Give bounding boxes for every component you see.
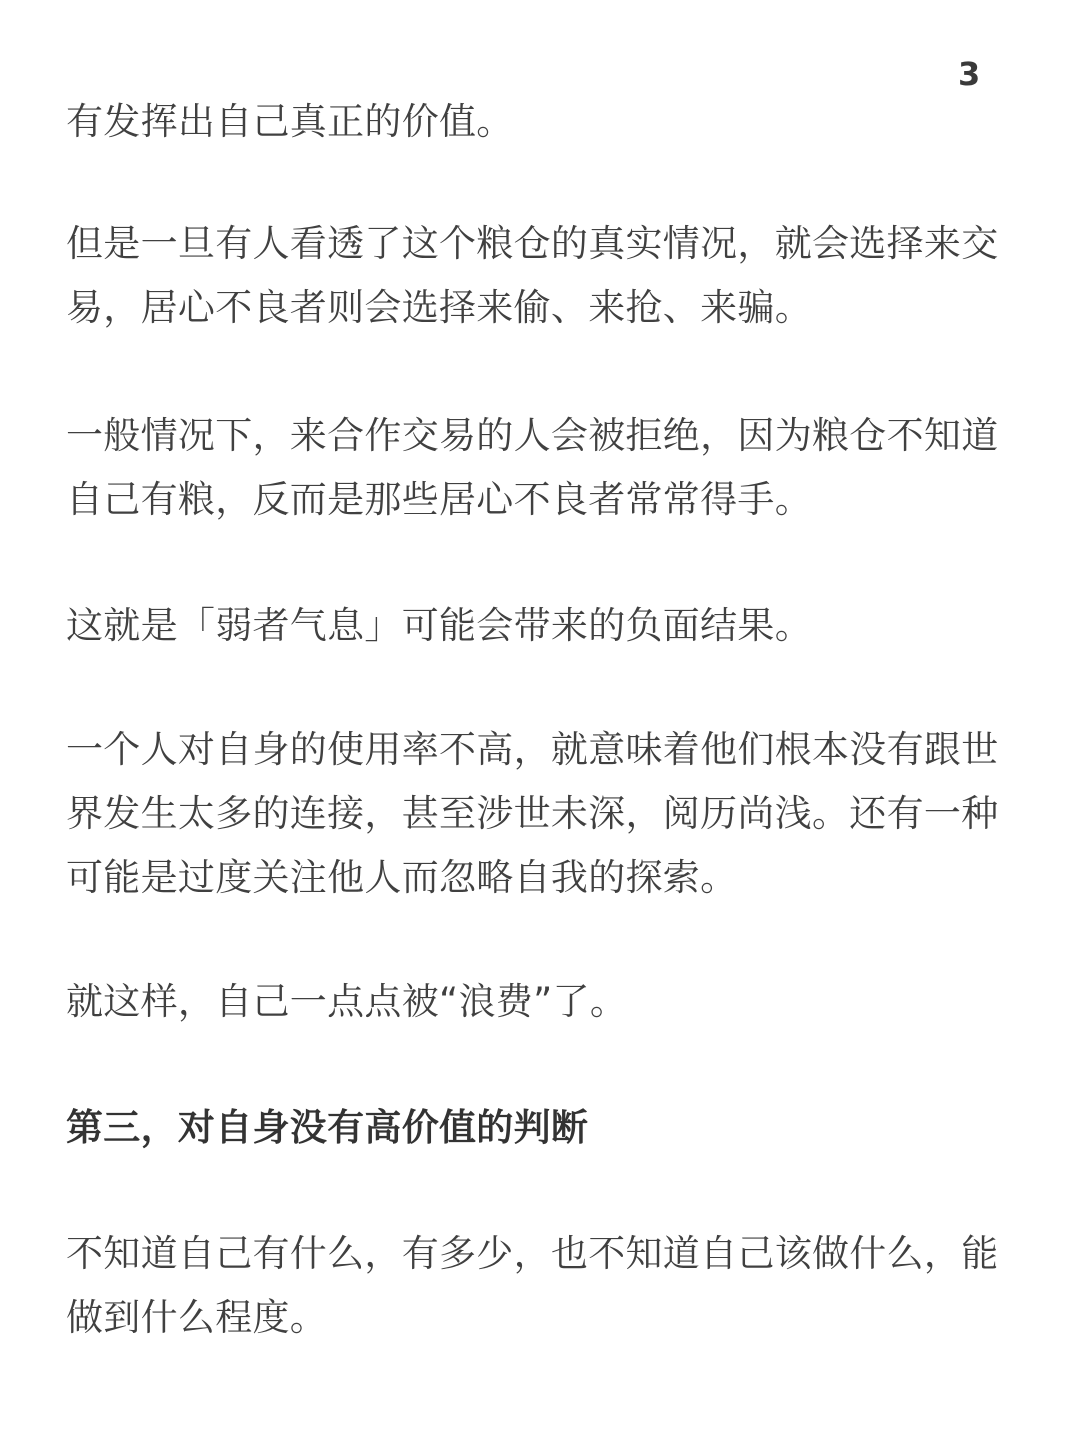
paragraph-6 <box>66 970 1026 1034</box>
paragraph-line: 一般情况下，来合作交易的人会被拒绝，因为粮仓不知道 <box>66 414 999 457</box>
paragraph-line: 界发生太多的连接，甚至涉世未深，阅历尚浅。还有一种 <box>66 792 999 835</box>
paragraph-4 <box>66 594 1026 658</box>
paragraph-line: 这就是「弱者气息」可能会带来的负面结果。 <box>66 604 812 647</box>
paragraph-line: 就这样，自己一点点被“浪费”了。 <box>66 980 628 1023</box>
paragraph-line: 自己有粮，反而是那些居心不良者常常得手。 <box>66 478 812 521</box>
paragraph-line: 易，居心不良者则会选择来偷、来抢、来骗。 <box>66 286 812 329</box>
page-number: 3 <box>958 55 981 93</box>
paragraph-2 <box>66 212 1026 340</box>
heading-text: 第三，对自身没有高价值的判断 <box>66 1106 589 1149</box>
paragraph-final <box>66 1222 1026 1350</box>
paragraph-5 <box>66 718 1026 910</box>
paragraph-line: 一个人对自身的使用率不高，就意味着他们根本没有跟世 <box>66 728 999 771</box>
section-heading <box>66 1096 1026 1160</box>
paragraph-line: 可能是过度关注他人而忽略自我的探索。 <box>66 856 738 899</box>
paragraph-line: 不知道自己有什么，有多少，也不知道自己该做什么，能 <box>66 1232 999 1275</box>
paragraph-line: 有发挥出自己真正的价值。 <box>66 100 514 143</box>
paragraph-3 <box>66 404 1026 532</box>
paragraph-line: 做到什么程度。 <box>66 1296 328 1339</box>
paragraph-1 <box>66 90 1026 154</box>
paragraph-line: 但是一旦有人看透了这个粮仓的真实情况，就会选择来交 <box>66 222 999 265</box>
